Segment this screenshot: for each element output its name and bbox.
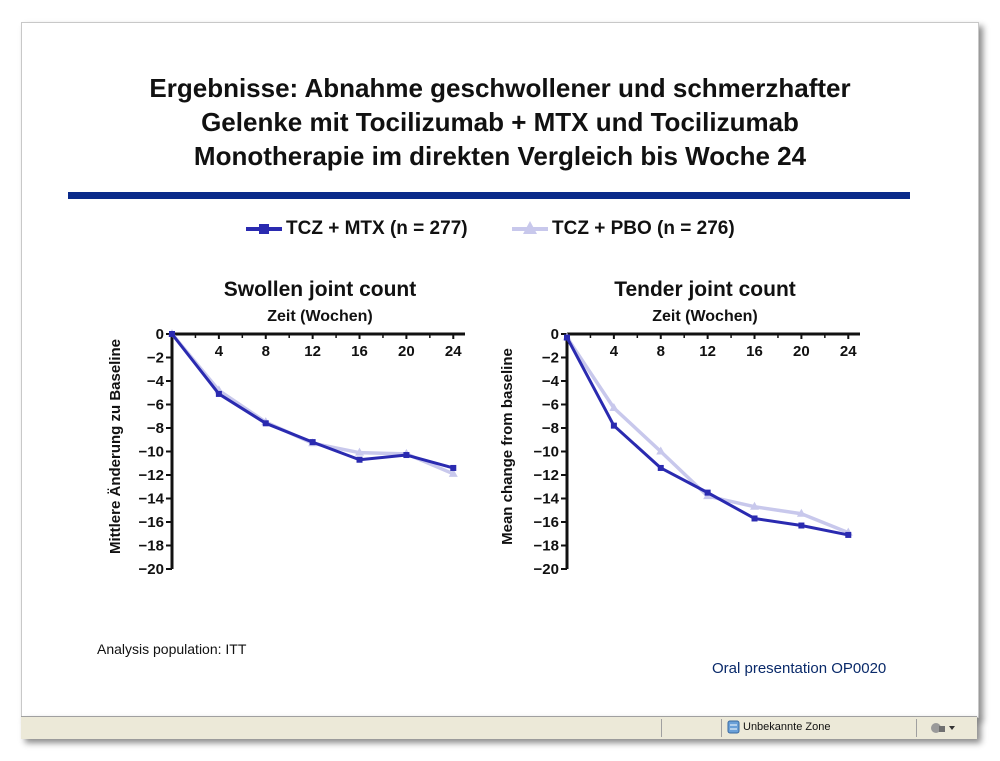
title-line-3: Monotherapie im direkten Vergleich bis Woche 24 — [193, 141, 807, 171]
y-tick-label: −2 — [541, 349, 559, 367]
x-tick-label: 16 — [351, 343, 368, 360]
y-tick-label: −18 — [533, 537, 559, 555]
charts-svg — [22, 23, 978, 717]
y-tick-label: 0 — [155, 326, 164, 343]
y-tick-label: −8 — [541, 420, 559, 437]
data-point-series1 — [216, 391, 222, 397]
y-tick-label: −8 — [146, 420, 164, 437]
presentation-label: Oral presentation OP0020 — [712, 660, 887, 677]
slide-window — [21, 22, 979, 718]
x-tick-label: 8 — [261, 343, 270, 360]
y-tick-label: −4 — [146, 373, 164, 390]
x-tick-label: 16 — [746, 343, 763, 360]
title-line-2: Gelenke mit Tocilizumab + MTX und Tocilizumab — [201, 107, 799, 137]
y-axis-label: Mean change from baseline — [499, 348, 516, 545]
x-tick-label: 12 — [699, 343, 716, 360]
data-point-series1 — [564, 335, 570, 341]
chart-title: Swollen joint count — [223, 278, 417, 301]
x-axis-label: Zeit (Wochen) — [652, 308, 758, 325]
status-divider — [661, 719, 662, 737]
y-tick-label: −16 — [533, 514, 559, 531]
x-tick-label: 20 — [793, 343, 810, 360]
data-point-series1 — [263, 420, 269, 426]
y-tick-label: −6 — [541, 396, 559, 414]
data-point-series1 — [752, 515, 758, 521]
y-tick-label: −10 — [533, 443, 559, 461]
series-line-2 — [567, 338, 848, 533]
y-tick-label: −14 — [533, 490, 559, 508]
x-tick-label: 24 — [839, 343, 857, 360]
y-tick-label: −16 — [138, 514, 164, 531]
y-tick-label: −18 — [138, 537, 164, 555]
status-divider — [721, 719, 722, 737]
y-tick-label: −2 — [146, 349, 164, 367]
data-point-series1 — [450, 465, 456, 471]
status-divider — [916, 719, 917, 737]
data-point-series1 — [403, 452, 409, 458]
y-tick-label: 0 — [550, 326, 559, 343]
x-tick-label: 12 — [304, 343, 321, 360]
y-tick-label: −6 — [146, 396, 164, 414]
y-tick-label: −10 — [138, 443, 164, 461]
x-tick-label: 24 — [444, 343, 462, 360]
x-axis-label: Zeit (Wochen) — [267, 308, 373, 325]
legend-label-series2: TCZ + PBO (n = 276) — [552, 218, 735, 239]
x-tick-label: 4 — [214, 343, 224, 360]
globe-icon — [727, 720, 740, 734]
data-point-series1 — [798, 523, 804, 529]
y-axis-label: Mittlere Änderung zu Baseline — [107, 338, 124, 555]
x-tick-label: 4 — [609, 343, 619, 360]
zone-label: Unbekannte Zone — [743, 721, 831, 733]
data-point-series1 — [658, 465, 664, 471]
data-point-series1 — [310, 439, 316, 445]
footnote: Analysis population: ITT — [97, 641, 247, 657]
data-point-series1 — [611, 423, 617, 429]
data-point-series1 — [357, 457, 363, 463]
chart-title: Tender joint count — [614, 278, 796, 301]
title-line-1: Ergebnisse: Abnahme geschwollener und schmerzhafter — [149, 73, 851, 103]
x-tick-label: 20 — [398, 343, 415, 360]
data-point-series1 — [845, 532, 851, 538]
y-tick-label: −12 — [533, 467, 559, 484]
y-tick-label: −12 — [138, 467, 164, 484]
y-tick-label: −4 — [541, 373, 559, 390]
y-tick-label: −20 — [533, 561, 559, 578]
status-bar — [21, 716, 977, 739]
legend-label-series1: TCZ + MTX (n = 277) — [286, 218, 468, 239]
y-tick-label: −20 — [138, 561, 164, 578]
x-tick-label: 8 — [656, 343, 665, 360]
y-tick-label: −14 — [138, 490, 164, 508]
series-line-1 — [567, 338, 848, 535]
data-point-series1 — [169, 331, 175, 337]
security-lock-icon[interactable] — [929, 720, 955, 736]
data-point-series1 — [705, 490, 711, 496]
